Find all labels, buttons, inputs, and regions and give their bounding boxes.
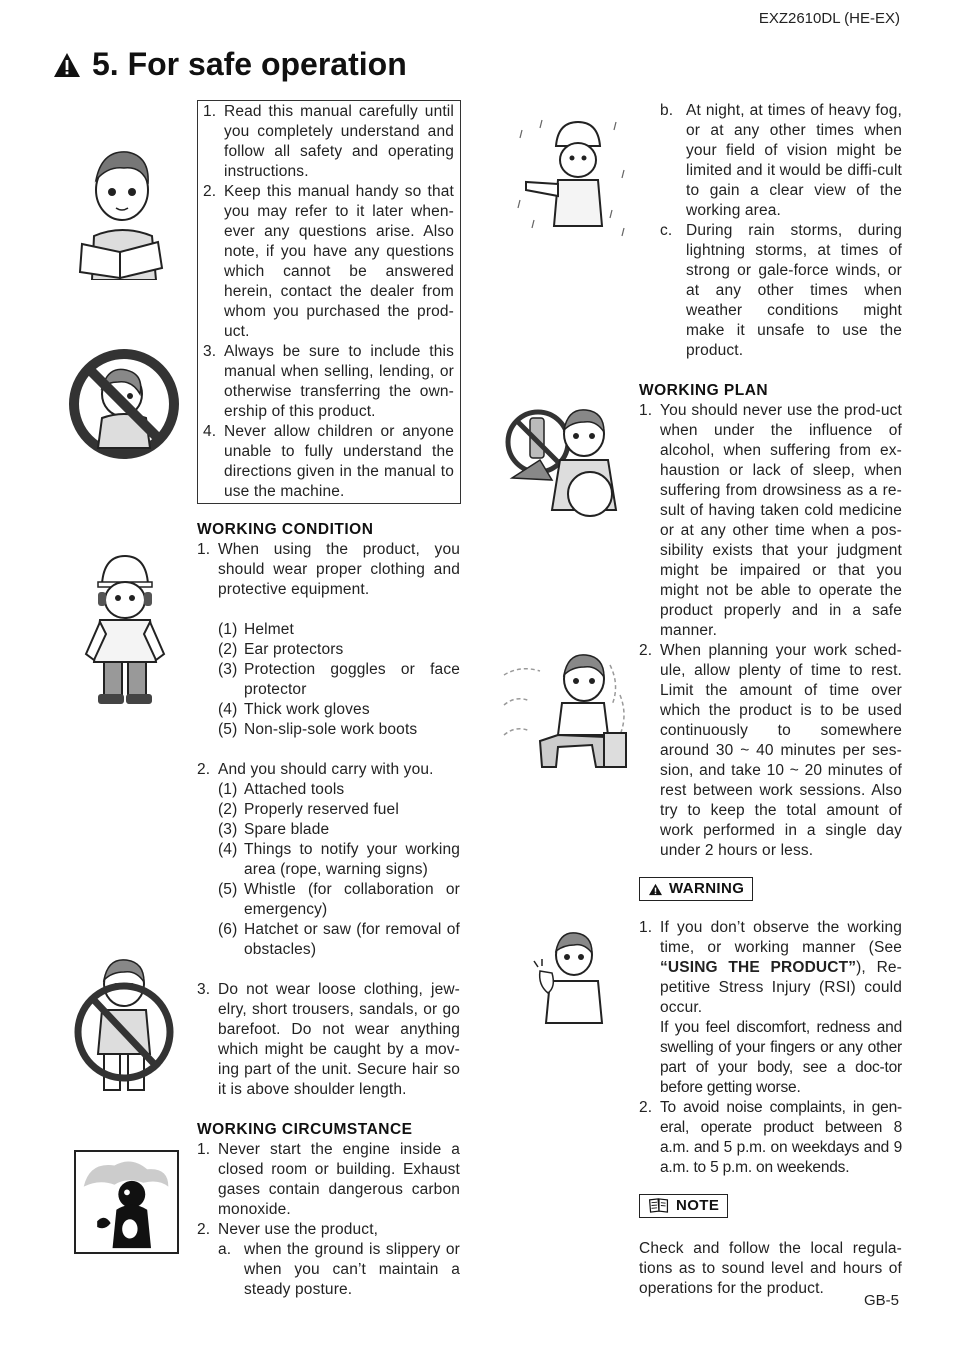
- sub-item: [218, 800, 460, 820]
- sub-item: [218, 720, 460, 740]
- sub-item: [660, 221, 902, 361]
- sub-item: [218, 640, 460, 660]
- list-item: [639, 641, 902, 861]
- sub-item: [218, 660, 460, 700]
- sub-item: [660, 101, 902, 221]
- sub-item: [218, 1240, 460, 1300]
- warning-item1-ref: “USING THE PRODUCT”: [660, 958, 857, 976]
- sub-number: a.: [218, 1241, 232, 1258]
- list-text: Do not wear loose clothing, jew-elry, short trousers, sandals, or go barefoot. Do not wear anything which might be caught by a mov-ing part of the unit. Secure hair so it is above shoulder length.: [218, 981, 460, 1098]
- sub-number: (2): [218, 641, 238, 658]
- list-text: You should never use the prod-uct when under the influence of alcohol, when suffering from ex-haustion or lack of sleep, when suffering from drowsiness as a re-sult of having taken cold medicine or at any other time when a pos-sibility exists that your judgment might be impaired or that you might not be able to operate the product properly and in a safe manner.: [660, 402, 902, 639]
- model-number: EXZ2610DL (HE-EX): [758, 10, 900, 27]
- intro-item: [203, 182, 454, 342]
- sub-text: Spare blade: [244, 821, 330, 838]
- section-heading: WORKING PLAN: [639, 382, 769, 399]
- sub-text: Hatchet or saw (for removal of obstacles): [244, 921, 460, 958]
- intro-item: [203, 102, 454, 182]
- circumstance-sublist-cont: [639, 101, 902, 361]
- list-item: [197, 980, 460, 1100]
- list-number: 1.: [639, 402, 653, 419]
- warning-item1-extra: If you feel discomfort, redness and swelling of your fingers or any other part of your body, see a doc-tor before getting worse.: [660, 1018, 902, 1096]
- no-children-illustration: [68, 348, 180, 460]
- sub-text: Helmet: [244, 621, 294, 638]
- page-title: [52, 46, 407, 83]
- list-number: 3.: [203, 343, 217, 360]
- equipment-list: [197, 620, 460, 740]
- list-text: When using the product, you should wear proper clothing and protective equipment.: [218, 541, 460, 598]
- sub-item: [218, 820, 460, 840]
- list-text: Never allow children or anyone unable to fully understand the directions given in the manual to use the machine.: [224, 423, 454, 500]
- sub-item: [218, 840, 460, 880]
- sub-item: [218, 880, 460, 920]
- sub-number: (2): [218, 801, 238, 818]
- exhaust-gas-illustration: [74, 1150, 179, 1254]
- list-text: Never use the product,: [218, 1221, 379, 1238]
- list-number: 2.: [197, 761, 211, 778]
- sub-text: At night, at times of heavy fog, or at any other times when your field of vision might be limited and it would be diffi-cult to gain a clear view of the working area.: [686, 102, 902, 219]
- sub-number: (4): [218, 841, 238, 858]
- warning-triangle-icon: [52, 51, 82, 79]
- list-text: [660, 918, 902, 1018]
- list-number: 1.: [203, 103, 217, 120]
- no-alcohol-illustration: [500, 400, 632, 525]
- warning-label-text: WARNING: [669, 880, 745, 897]
- list-item: [197, 760, 460, 780]
- note-book-icon: [648, 1198, 670, 1213]
- sub-text: Attached tools: [244, 781, 345, 798]
- sub-number: (4): [218, 701, 238, 718]
- list-text: To avoid noise complaints, in gen-eral, operate product between 8 a.m. and 5 p.m. on weekdays and 9 a.m. to 5 p.m. on weekends.: [660, 1098, 902, 1176]
- hand-pain-illustration: [530, 925, 610, 1025]
- note-label: [639, 1194, 728, 1218]
- list-number: 1.: [197, 1141, 211, 1158]
- warning-triangle-icon: [648, 883, 663, 896]
- list-item: [197, 1140, 460, 1220]
- sub-number: b.: [660, 102, 674, 119]
- list-number: 1.: [639, 918, 653, 936]
- list-item: [639, 1098, 902, 1178]
- warning-item1-post: ), Re-petitive Stress Injury (RSI) could occur.: [660, 958, 902, 1016]
- list-text: Read this manual carefully until you completely understand and follow all safety and operating instructions.: [224, 103, 454, 180]
- protective-gear-illustration: [80, 550, 170, 710]
- sub-number: (6): [218, 921, 238, 938]
- carry-list: [197, 780, 460, 960]
- list-number: 2.: [639, 642, 653, 659]
- sub-text: During rain storms, during lightning storms, at times of strong or gale-force winds, or at any other times when weather conditions might make it unsafe to use the product.: [686, 222, 902, 359]
- sub-text: Protection goggles or face protector: [244, 661, 460, 698]
- list-item: [639, 918, 902, 1018]
- sub-text: Things to notify your working area (rope, warning signs): [244, 841, 460, 878]
- sub-number: (5): [218, 721, 238, 738]
- sub-number: (1): [218, 621, 238, 638]
- page-title-text: 5. For safe operation: [92, 46, 407, 82]
- list-text: Never start the engine inside a closed room or building. Exhaust gases contain dangerous carbon monoxide.: [218, 1141, 460, 1218]
- page-number: GB-5: [864, 1292, 900, 1309]
- sub-text: when the ground is slippery or when you can’t maintain a steady posture.: [244, 1241, 460, 1298]
- list-number: 2.: [197, 1221, 211, 1238]
- sub-text: Ear protectors: [244, 641, 344, 658]
- intro-box: [197, 100, 461, 504]
- list-text: Always be sure to include this manual when selling, lending, or otherwise transferring the own-ership of this product.: [224, 343, 454, 420]
- sub-number: c.: [660, 222, 673, 239]
- tired-worker-illustration: [500, 645, 632, 775]
- section-heading: WORKING CONDITION: [197, 521, 374, 538]
- left-column: [197, 520, 460, 1300]
- list-number: 4.: [203, 423, 217, 440]
- no-loose-clothing-illustration: [74, 950, 174, 1100]
- right-column: [639, 101, 902, 1299]
- list-item: [197, 1220, 460, 1240]
- list-number: 2.: [203, 183, 217, 200]
- list-text: Keep this manual handy so that you may refer to it later when-ever any questions arise. Also note, if you have any questions which cannot be answered herein, contact the dealer from whom you purchased the prod-uct.: [224, 183, 454, 340]
- sub-number: (1): [218, 781, 238, 798]
- circumstance-sublist: [197, 1240, 460, 1300]
- sub-item: [218, 700, 460, 720]
- reading-manual-illustration: [72, 140, 172, 280]
- sub-text: Non-slip-sole work boots: [244, 721, 418, 738]
- intro-item: [203, 422, 454, 502]
- list-number: 2.: [639, 1098, 653, 1116]
- intro-item: [203, 342, 454, 422]
- sub-number: (3): [218, 661, 238, 678]
- list-item: [639, 401, 902, 641]
- night-fog-rain-illustration: [512, 110, 632, 240]
- note-label-text: NOTE: [676, 1196, 720, 1214]
- sub-item: [218, 920, 460, 960]
- warning-label: [639, 877, 753, 901]
- list-number: 3.: [197, 981, 211, 998]
- warning-item1-pre: If you don’t observe the working time, or working manner (See: [660, 918, 902, 956]
- list-text: And you should carry with you.: [218, 761, 434, 778]
- sub-item: [218, 620, 460, 640]
- list-text: When planning your work sched-ule, allow plenty of time to rest. Limit the amount of time over which the product is to be used continuously to somewhere around 30 ~ 40 minutes per ses-sion, and take 10 ~ 20 minutes of rest between work sessions. Also try to keep the total amount of work performed in a single day under 2 hours or less.: [660, 642, 902, 859]
- list-item: [197, 540, 460, 600]
- section-heading: WORKING CIRCUMSTANCE: [197, 1121, 413, 1138]
- sub-item: [218, 780, 460, 800]
- sub-text: Whistle (for collaboration or emergency): [244, 881, 460, 918]
- note-text: Check and follow the local regula-tions as to sound level and hours of operations for the product.: [639, 1240, 902, 1297]
- list-number: 1.: [197, 541, 211, 558]
- exhaust-gas-figure: [76, 1152, 177, 1252]
- sub-text: Properly reserved fuel: [244, 801, 399, 818]
- sub-number: (3): [218, 821, 238, 838]
- sub-number: (5): [218, 881, 238, 898]
- sub-text: Thick work gloves: [244, 701, 370, 718]
